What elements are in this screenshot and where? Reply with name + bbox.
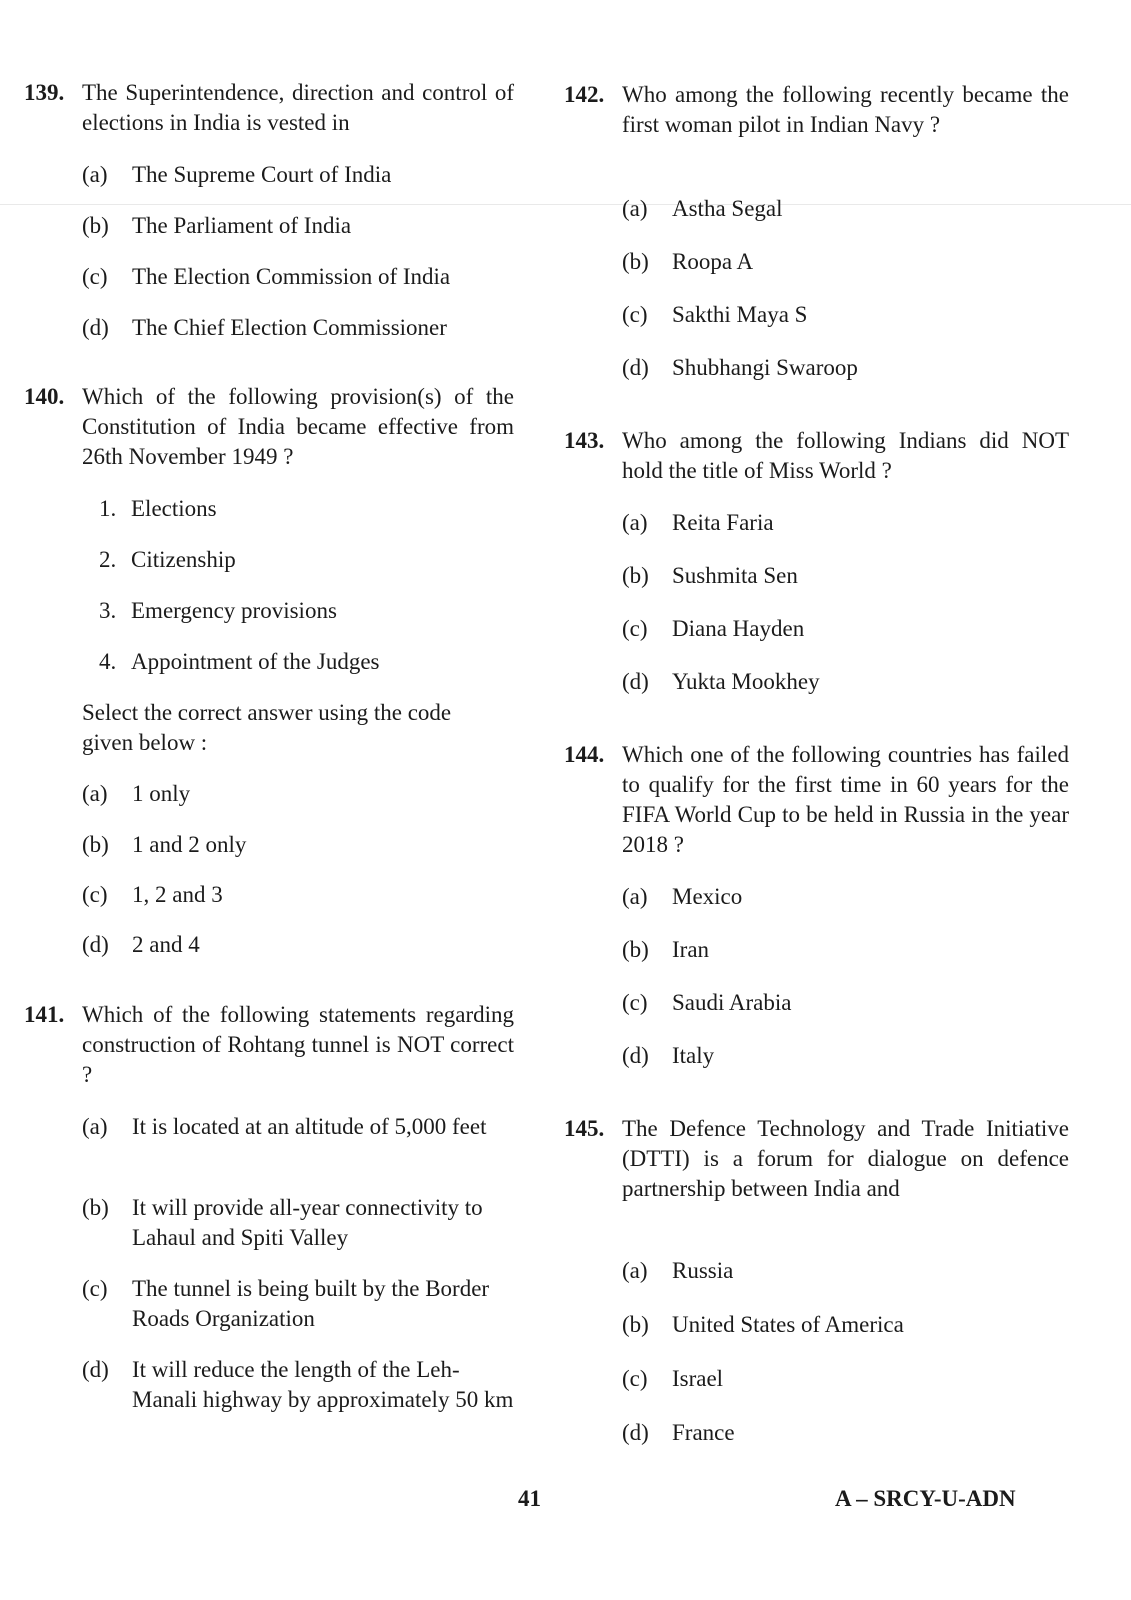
option-text: Saudi Arabia [672, 990, 792, 1015]
option-c[interactable] [622, 300, 1069, 330]
option-text: Sushmita Sen [672, 563, 798, 588]
option-text: Diana Hayden [672, 616, 805, 641]
question-number: 144. [564, 742, 605, 767]
question-text: Which of the following provision(s) of the Constitution of India became effective from 26th November 1949 ? [82, 384, 514, 469]
option-c[interactable] [622, 1364, 1069, 1394]
option-label: (d) [622, 1043, 649, 1068]
statement-text: Appointment of the Judges [131, 649, 380, 674]
option-text: 1 only [132, 781, 191, 806]
option-label: (c) [622, 302, 648, 327]
statement-number: 2. [99, 547, 117, 572]
option-text: The Election Commission of India [132, 264, 451, 289]
question-stem [24, 382, 514, 472]
option-text: It is located at an altitude of 5,000 feet [132, 1114, 487, 1139]
option-text: The Parliament of India [132, 213, 352, 238]
option-label: (d) [82, 1357, 109, 1382]
option-text: France [672, 1420, 735, 1445]
question-text: Which of the following statements regarding construction of Rohtang tunnel is NOT correct ? [82, 1002, 514, 1087]
option-label: (b) [622, 563, 649, 588]
question-145 [564, 1114, 1069, 1445]
option-text: It will provide all-year connectivity to Lahaul and Spiti Valley [132, 1195, 483, 1250]
option-text: Shubhangi Swaroop [672, 355, 858, 380]
question-stem [24, 1000, 514, 1090]
option-label: (c) [82, 1276, 108, 1301]
option-text: The tunnel is being built by the Border Roads Organization [132, 1276, 490, 1331]
statement-number: 1. [99, 496, 117, 521]
option-label: (c) [622, 616, 648, 641]
option-text: Sakthi Maya S [672, 302, 808, 327]
option-label: (a) [622, 884, 648, 909]
question-number: 143. [564, 428, 605, 453]
question-143 [564, 426, 1069, 694]
option-text: Mexico [672, 884, 743, 909]
option-label: (b) [82, 1195, 109, 1220]
option-label: (a) [82, 1114, 108, 1139]
option-d[interactable] [622, 667, 1069, 697]
option-label: (c) [82, 882, 108, 907]
option-text: Yukta Mookhey [672, 669, 820, 694]
question-text: The Superintendence, direction and control of elections in India is vested in [82, 80, 514, 135]
option-label: (a) [622, 1258, 648, 1283]
option-label: (b) [82, 832, 109, 857]
question-text: Who among the following Indians did NOT hold the title of Miss World ? [622, 428, 1069, 483]
option-c[interactable] [82, 262, 514, 292]
question-stem [24, 78, 514, 138]
statement-item [99, 596, 514, 626]
question-number: 140. [24, 384, 65, 409]
statement-item [99, 494, 514, 524]
option-a[interactable] [82, 779, 514, 809]
question-number: 142. [564, 82, 605, 107]
option-b[interactable] [622, 247, 1069, 277]
option-text: The Chief Election Commissioner [132, 315, 447, 340]
option-a[interactable] [622, 882, 1069, 912]
option-b[interactable] [622, 935, 1069, 965]
option-a[interactable] [622, 1256, 1069, 1286]
option-text: 1, 2 and 3 [132, 882, 223, 907]
question-139 [24, 78, 514, 340]
option-a[interactable] [622, 194, 1069, 224]
question-text: Which one of the following countries has failed to qualify for the first time in 60 years for the FIFA World Cup to be held in Russia in the year 2018 ? [622, 742, 1069, 857]
option-label: (d) [82, 932, 109, 957]
option-label: (c) [82, 264, 108, 289]
option-d[interactable] [622, 353, 1069, 383]
question-stem [564, 426, 1069, 486]
question-text: Who among the following recently became the first woman pilot in Indian Navy ? [622, 82, 1069, 137]
option-label: (a) [82, 162, 108, 187]
option-b[interactable] [82, 1193, 514, 1253]
option-text: Israel [672, 1366, 724, 1391]
option-label: (d) [622, 1420, 649, 1445]
question-144 [564, 740, 1069, 1068]
option-d[interactable] [622, 1041, 1069, 1071]
option-a[interactable] [82, 160, 514, 190]
option-label: (c) [622, 1366, 648, 1391]
option-label: (b) [622, 1312, 649, 1337]
option-label: (a) [622, 196, 648, 221]
page-number: 41 [518, 1486, 541, 1511]
option-label: (d) [622, 355, 649, 380]
option-b[interactable] [622, 561, 1069, 591]
question-stem [564, 740, 1069, 860]
option-text: 2 and 4 [132, 932, 200, 957]
option-c[interactable] [622, 614, 1069, 644]
statement-text: Citizenship [131, 547, 236, 572]
question-number: 139. [24, 80, 65, 105]
question-number: 141. [24, 1002, 65, 1027]
option-d[interactable] [82, 1355, 514, 1415]
option-label: (a) [82, 781, 108, 806]
option-text: Roopa A [672, 249, 754, 274]
question-stem [564, 80, 1069, 140]
option-b[interactable] [82, 211, 514, 241]
question-142 [564, 80, 1069, 380]
option-text: Russia [672, 1258, 734, 1283]
booklet-code: A – SRCY-U-ADN [835, 1486, 1016, 1511]
option-label: (d) [82, 315, 109, 340]
option-text: United States of America [672, 1312, 904, 1337]
statement-number: 4. [99, 649, 117, 674]
option-text: Iran [672, 937, 710, 962]
statement-number: 3. [99, 598, 117, 623]
option-d[interactable] [82, 313, 514, 343]
option-label: (a) [622, 510, 648, 535]
option-c[interactable] [82, 880, 514, 910]
option-c[interactable] [82, 1274, 514, 1334]
option-label: (b) [622, 249, 649, 274]
option-text: It will reduce the length of the Leh-Manali highway by approximately 50 km [132, 1357, 514, 1412]
question-stem [564, 1114, 1069, 1204]
option-a[interactable] [622, 508, 1069, 538]
option-c[interactable] [622, 988, 1069, 1018]
option-text: Italy [672, 1043, 715, 1068]
option-label: (b) [622, 937, 649, 962]
option-label: (d) [622, 669, 649, 694]
code-instruction: Select the correct answer using the code given below : [82, 700, 452, 755]
option-text: Reita Faria [672, 510, 774, 535]
question-140 [24, 382, 514, 957]
option-text: The Supreme Court of India [132, 162, 392, 187]
option-label: (b) [82, 213, 109, 238]
option-text: 1 and 2 only [132, 832, 247, 857]
statement-text: Emergency provisions [131, 598, 337, 623]
question-number: 145. [564, 1116, 605, 1141]
option-label: (c) [622, 990, 648, 1015]
statement-text: Elections [131, 496, 217, 521]
question-141 [24, 1000, 514, 1412]
statement-item [99, 545, 514, 575]
option-text: Astha Segal [672, 196, 783, 221]
option-a[interactable] [82, 1112, 514, 1142]
option-b[interactable] [82, 830, 514, 860]
question-text: The Defence Technology and Trade Initiative (DTTI) is a forum for dialogue on defence partnership between India and [622, 1116, 1069, 1201]
option-d[interactable] [622, 1418, 1069, 1448]
statement-item [99, 647, 514, 677]
option-b[interactable] [622, 1310, 1069, 1340]
option-d[interactable] [82, 930, 514, 960]
